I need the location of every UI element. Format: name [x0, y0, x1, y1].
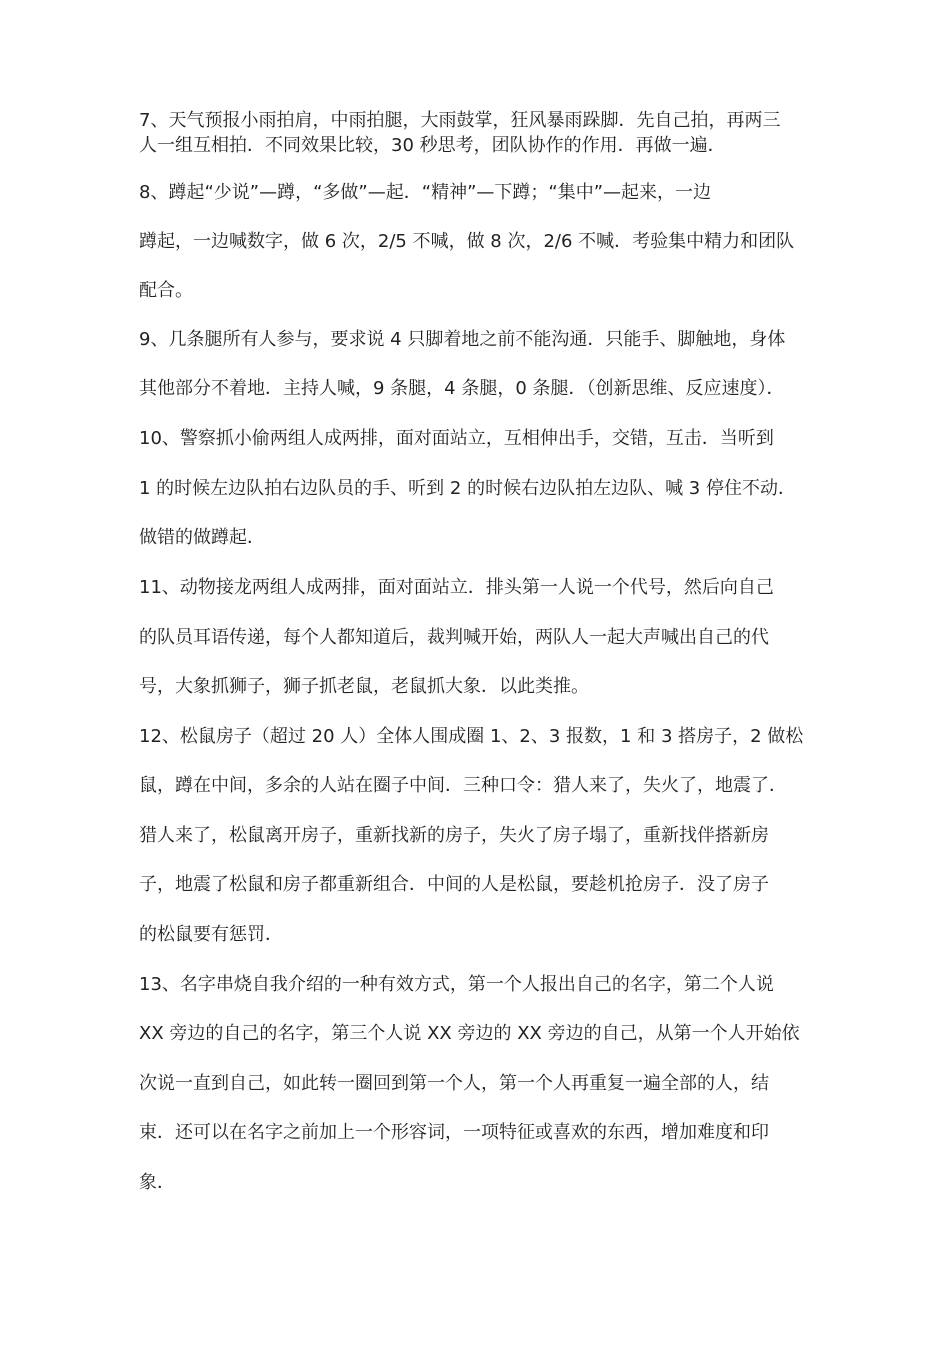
paragraph-13-line-2: XX 旁边的自己的名字，第三个人说 XX 旁边的 XX 旁边的自己，从第一个人开始依 — [139, 1023, 800, 1044]
paragraph-12-line-1: 12、松鼠房子（超过 20 人）全体人围成圈 1、2、3 报数，1 和 3 搭房子，2 做松 — [139, 726, 804, 747]
paragraph-12-line-5: 的松鼠要有惩罚． — [139, 924, 283, 945]
paragraph-8-line-3: 配合。 — [139, 280, 193, 301]
paragraph-10-line-3: 做错的做蹲起． — [139, 527, 265, 548]
paragraph-13-line-4: 束．还可以在名字之前加上一个形容词，一项特征或喜欢的东西，增加难度和印 — [139, 1122, 769, 1143]
paragraph-7-line-1: 7、天气预报小雨拍肩，中雨拍腿，大雨鼓掌，狂风暴雨跺脚．先自己拍，再两三 — [139, 110, 781, 131]
paragraph-10-line-1: 10、警察抓小偷两组人成两排，面对面站立，互相伸出手，交错，互击．当听到 — [139, 428, 774, 449]
paragraph-9-line-1: 9、几条腿所有人参与，要求说 4 只脚着地之前不能沟通．只能手、脚触地，身体 — [139, 329, 786, 350]
paragraph-11-line-1: 11、动物接龙两组人成两排，面对面站立．排头第一人说一个代号，然后向自己 — [139, 577, 774, 598]
paragraph-12-line-3: 猎人来了，松鼠离开房子，重新找新的房子，失火了房子塌了，重新找伴搭新房 — [139, 825, 769, 846]
paragraph-9-line-2: 其他部分不着地．主持人喊，9 条腿，4 条腿，0 条腿．（创新思维、反应速度）． — [139, 378, 785, 399]
paragraph-12-line-4: 子，地震了松鼠和房子都重新组合．中间的人是松鼠，要趁机抢房子．没了房子 — [139, 874, 769, 895]
paragraph-13-line-1: 13、名字串烧自我介绍的一种有效方式，第一个人报出自己的名字，第二个人说 — [139, 974, 774, 995]
paragraph-7-line-2: 人一组互相拍．不同效果比较，30 秒思考，团队协作的作用．再做一遍． — [139, 135, 726, 156]
paragraph-11-line-3: 号，大象抓狮子，狮子抓老鼠，老鼠抓大象．以此类推。 — [139, 676, 589, 697]
paragraph-13-line-3: 次说一直到自己，如此转一圈回到第一个人，第一个人再重复一遍全部的人，结 — [139, 1073, 769, 1094]
paragraph-11-line-2: 的队员耳语传递，每个人都知道后，裁判喊开始，两队人一起大声喊出自己的代 — [139, 627, 769, 648]
paragraph-8-line-2: 蹲起，一边喊数字，做 6 次，2/5 不喊，做 8 次，2/6 不喊．考验集中精力和团队 — [139, 231, 795, 252]
paragraph-13-line-5: 象． — [139, 1172, 175, 1193]
paragraph-10-line-2: 1 的时候左边队拍右边队员的手、听到 2 的时候右边队拍左边队、喊 3 停住不动． — [139, 478, 796, 499]
paragraph-12-line-2: 鼠，蹲在中间，多余的人站在圈子中间．三种口令：猎人来了，失火了，地震了． — [139, 775, 787, 796]
paragraph-8-line-1: 8、蹲起“少说”—蹲，“多做”—起．“精神”—下蹲；“集中”—起来，一边 — [139, 182, 712, 203]
